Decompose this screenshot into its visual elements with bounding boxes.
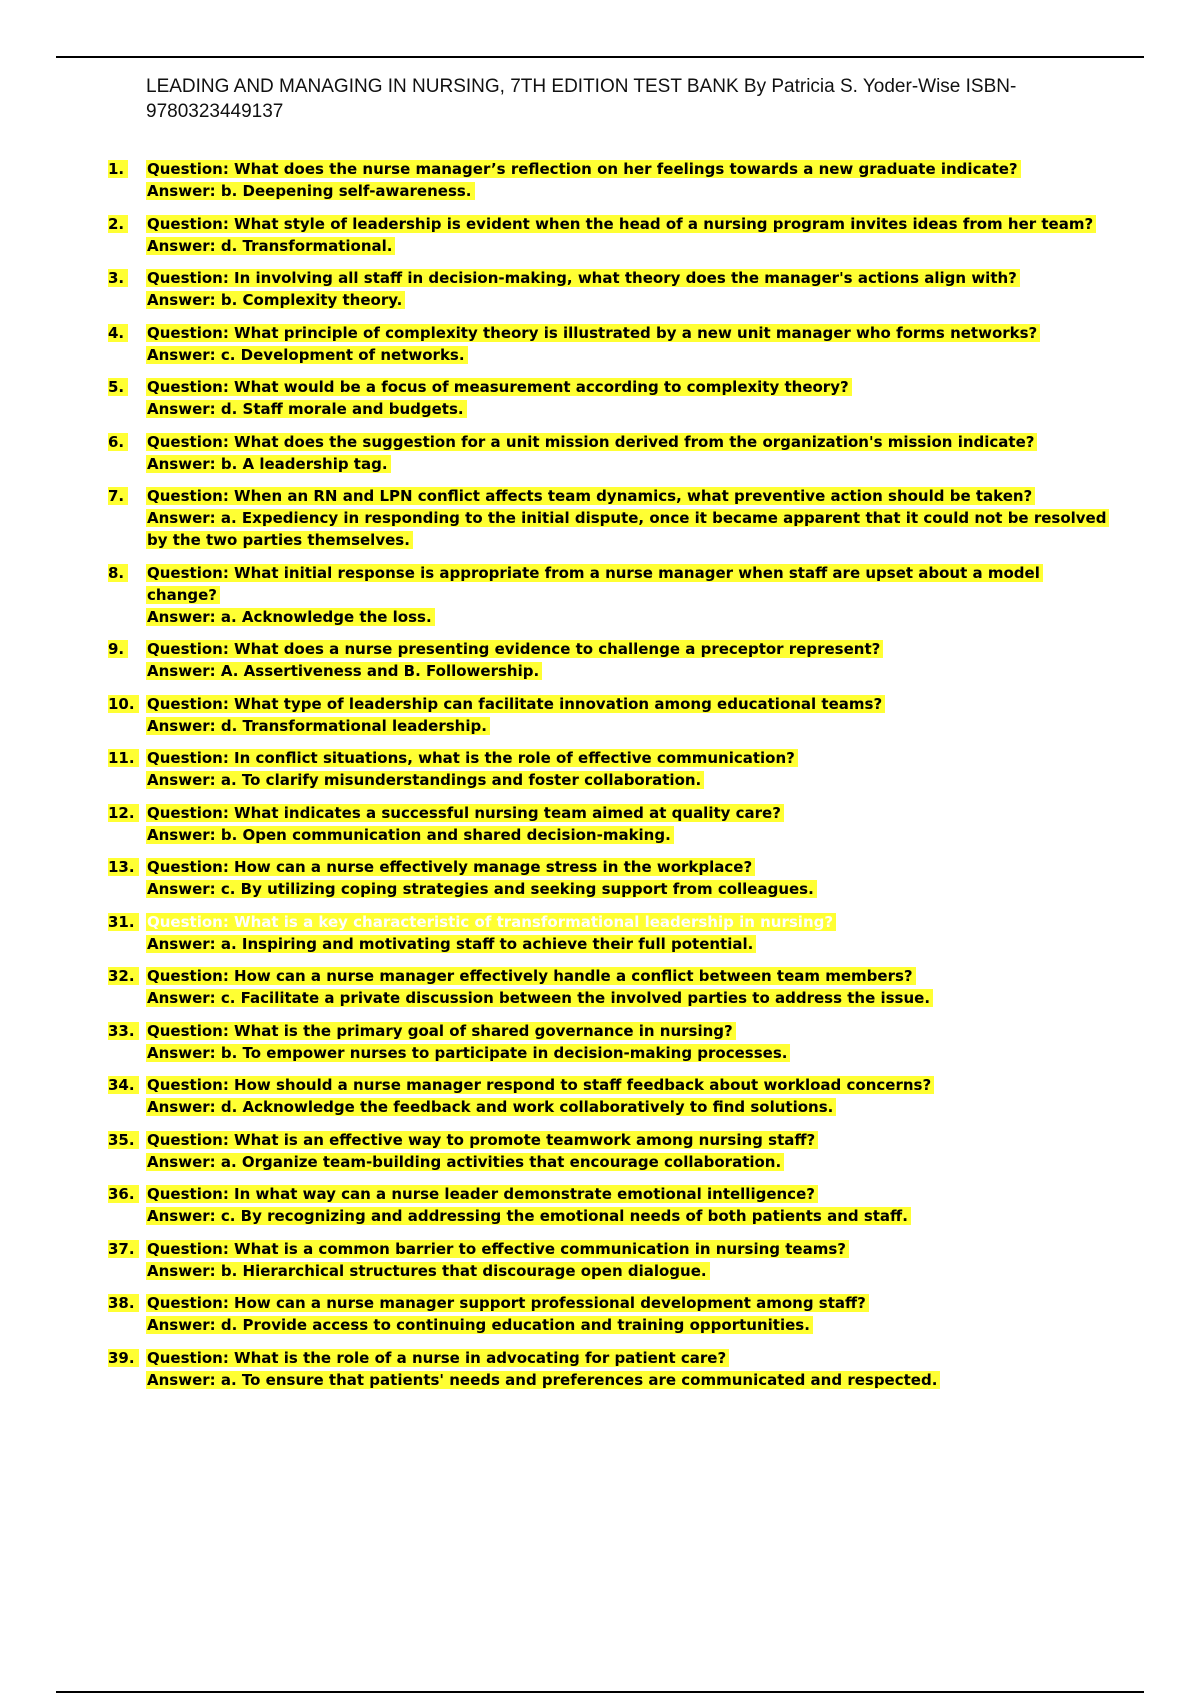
question-item bbox=[108, 802, 1108, 846]
question-number: 37. bbox=[108, 1240, 139, 1258]
question-text: Question: In what way can a nurse leader demonstrate emotional intelligence? bbox=[146, 1185, 818, 1203]
question-text: Question: What is a key characteristic of transformational leadership in nursing? bbox=[146, 913, 836, 931]
question-item bbox=[108, 1020, 1108, 1064]
question-text: Question: What is the role of a nurse in advocating for patient care? bbox=[146, 1349, 729, 1367]
question-number: 8. bbox=[108, 564, 128, 582]
answer-text: Answer: a. Organize team-building activities that encourage collaboration. bbox=[146, 1153, 784, 1171]
question-body bbox=[146, 1183, 1108, 1227]
question-number-cell bbox=[108, 1129, 146, 1151]
top-rule bbox=[56, 56, 1144, 58]
answer-text: Answer: c. Development of networks. bbox=[146, 346, 468, 364]
question-body bbox=[146, 1238, 1108, 1282]
question-number-cell bbox=[108, 158, 146, 180]
question-number: 34. bbox=[108, 1076, 139, 1094]
answer-text: Answer: c. By utilizing coping strategies and seeking support from colleagues. bbox=[146, 880, 817, 898]
question-item bbox=[108, 1238, 1108, 1282]
answer-text: Answer: d. Transformational. bbox=[146, 237, 395, 255]
answer-text: Answer: c. By recognizing and addressing the emotional needs of both patients and staff. bbox=[146, 1207, 911, 1225]
question-text: Question: What is an effective way to promote teamwork among nursing staff? bbox=[146, 1131, 818, 1149]
question-text: Question: How should a nurse manager respond to staff feedback about workload concerns? bbox=[146, 1076, 934, 1094]
answer-text: Answer: d. Acknowledge the feedback and work collaboratively to find solutions. bbox=[146, 1098, 836, 1116]
question-number-cell bbox=[108, 802, 146, 824]
question-body bbox=[146, 1129, 1108, 1173]
bottom-rule bbox=[56, 1691, 1144, 1693]
question-number: 7. bbox=[108, 487, 128, 505]
question-body bbox=[146, 322, 1108, 366]
question-text: Question: When an RN and LPN conflict affects team dynamics, what preventive action should be taken? bbox=[146, 487, 1035, 505]
question-number-cell bbox=[108, 562, 146, 584]
question-body bbox=[146, 1347, 1108, 1391]
document-header: LEADING AND MANAGING IN NURSING, 7TH EDITION TEST BANK By Patricia S. Yoder-Wise ISBN-9780323449137 bbox=[146, 76, 1017, 122]
question-number-cell bbox=[108, 1238, 146, 1260]
question-item bbox=[108, 485, 1108, 551]
question-item bbox=[108, 562, 1108, 628]
question-number-cell bbox=[108, 1292, 146, 1314]
question-item bbox=[108, 911, 1108, 955]
question-number: 9. bbox=[108, 640, 128, 658]
question-item bbox=[108, 1074, 1108, 1118]
question-item bbox=[108, 431, 1108, 475]
question-text: Question: What does the suggestion for a unit mission derived from the organization's mission indicate? bbox=[146, 433, 1037, 451]
question-body bbox=[146, 1074, 1108, 1118]
question-item bbox=[108, 376, 1108, 420]
question-number-cell bbox=[108, 693, 146, 715]
question-body bbox=[146, 485, 1108, 551]
question-number: 12. bbox=[108, 804, 139, 822]
question-list bbox=[108, 158, 1108, 1401]
question-item bbox=[108, 322, 1108, 366]
answer-text: Answer: a. Expediency in responding to the initial dispute, once it became apparent that it could not be resolved by the two parties themselves. bbox=[146, 509, 1109, 549]
question-item bbox=[108, 856, 1108, 900]
answer-text: Answer: a. Acknowledge the loss. bbox=[146, 608, 435, 626]
answer-text: Answer: d. Transformational leadership. bbox=[146, 717, 490, 735]
question-text: Question: What type of leadership can facilitate innovation among educational teams? bbox=[146, 695, 885, 713]
question-body bbox=[146, 562, 1108, 628]
question-number: 39. bbox=[108, 1349, 139, 1367]
answer-text: Answer: a. Inspiring and motivating staff to achieve their full potential. bbox=[146, 935, 756, 953]
question-number-cell bbox=[108, 376, 146, 398]
question-body bbox=[146, 267, 1108, 311]
question-body bbox=[146, 856, 1108, 900]
question-item bbox=[108, 1347, 1108, 1391]
answer-text: Answer: a. To ensure that patients' needs and preferences are communicated and respected. bbox=[146, 1371, 940, 1389]
question-text: Question: What style of leadership is evident when the head of a nursing program invites ideas from her team? bbox=[146, 215, 1096, 233]
question-text: Question: How can a nurse manager support professional development among staff? bbox=[146, 1294, 869, 1312]
answer-text: Answer: b. Deepening self-awareness. bbox=[146, 182, 475, 200]
question-body bbox=[146, 213, 1108, 257]
answer-text: Answer: A. Assertiveness and B. Followership. bbox=[146, 662, 542, 680]
question-number: 2. bbox=[108, 215, 128, 233]
question-body bbox=[146, 158, 1108, 202]
question-number: 33. bbox=[108, 1022, 139, 1040]
question-body bbox=[146, 911, 1108, 955]
question-text: Question: What would be a focus of measurement according to complexity theory? bbox=[146, 378, 852, 396]
question-item bbox=[108, 965, 1108, 1009]
question-body bbox=[146, 638, 1108, 682]
question-item bbox=[108, 638, 1108, 682]
question-text: Question: How can a nurse manager effectively handle a conflict between team members? bbox=[146, 967, 916, 985]
question-number-cell bbox=[108, 1074, 146, 1096]
question-number: 38. bbox=[108, 1294, 139, 1312]
question-text: Question: What initial response is appropriate from a nurse manager when staff are upset about a model change? bbox=[146, 564, 1043, 604]
question-number: 36. bbox=[108, 1185, 139, 1203]
question-number: 13. bbox=[108, 858, 139, 876]
question-number: 35. bbox=[108, 1131, 139, 1149]
question-text: Question: What does the nurse manager’s reflection on her feelings towards a new graduate indicate? bbox=[146, 160, 1021, 178]
question-number: 10. bbox=[108, 695, 139, 713]
question-number: 32. bbox=[108, 967, 139, 985]
question-number-cell bbox=[108, 911, 146, 933]
question-body bbox=[146, 965, 1108, 1009]
question-number: 11. bbox=[108, 749, 139, 767]
question-body bbox=[146, 1020, 1108, 1064]
question-item bbox=[108, 747, 1108, 791]
question-body bbox=[146, 431, 1108, 475]
question-item bbox=[108, 1183, 1108, 1227]
question-number: 6. bbox=[108, 433, 128, 451]
question-item bbox=[108, 1129, 1108, 1173]
question-number-cell bbox=[108, 267, 146, 289]
answer-text: Answer: b. Hierarchical structures that discourage open dialogue. bbox=[146, 1262, 710, 1280]
question-number: 31. bbox=[108, 913, 139, 931]
question-number-cell bbox=[108, 747, 146, 769]
answer-text: Answer: d. Staff morale and budgets. bbox=[146, 400, 467, 418]
question-number-cell bbox=[108, 965, 146, 987]
question-number-cell bbox=[108, 485, 146, 507]
question-body bbox=[146, 376, 1108, 420]
question-text: Question: How can a nurse effectively manage stress in the workplace? bbox=[146, 858, 755, 876]
question-text: Question: In conflict situations, what is the role of effective communication? bbox=[146, 749, 798, 767]
question-item bbox=[108, 1292, 1108, 1336]
question-number-cell bbox=[108, 1020, 146, 1042]
question-body bbox=[146, 693, 1108, 737]
question-number: 4. bbox=[108, 324, 128, 342]
answer-text: Answer: b. Open communication and shared decision-making. bbox=[146, 826, 674, 844]
question-text: Question: In involving all staff in decision-making, what theory does the manager's actions align with? bbox=[146, 269, 1020, 287]
question-item bbox=[108, 693, 1108, 737]
question-text: Question: What does a nurse presenting evidence to challenge a preceptor represent? bbox=[146, 640, 883, 658]
answer-text: Answer: b. Complexity theory. bbox=[146, 291, 405, 309]
answer-text: Answer: b. A leadership tag. bbox=[146, 455, 391, 473]
question-number-cell bbox=[108, 1347, 146, 1369]
question-body bbox=[146, 747, 1108, 791]
question-item bbox=[108, 158, 1108, 202]
question-item bbox=[108, 267, 1108, 311]
question-number-cell bbox=[108, 1183, 146, 1205]
answer-text: Answer: a. To clarify misunderstandings and foster collaboration. bbox=[146, 771, 704, 789]
question-number-cell bbox=[108, 322, 146, 344]
answer-text: Answer: d. Provide access to continuing education and training opportunities. bbox=[146, 1316, 813, 1334]
question-body bbox=[146, 802, 1108, 846]
question-number: 3. bbox=[108, 269, 128, 287]
question-text: Question: What principle of complexity theory is illustrated by a new unit manager who forms networks? bbox=[146, 324, 1040, 342]
question-number-cell bbox=[108, 213, 146, 235]
answer-text: Answer: c. Facilitate a private discussion between the involved parties to address the issue. bbox=[146, 989, 933, 1007]
question-number-cell bbox=[108, 638, 146, 660]
answer-text: Answer: b. To empower nurses to participate in decision-making processes. bbox=[146, 1044, 790, 1062]
question-body bbox=[146, 1292, 1108, 1336]
question-number-cell bbox=[108, 856, 146, 878]
question-text: Question: What is the primary goal of shared governance in nursing? bbox=[146, 1022, 736, 1040]
question-number: 1. bbox=[108, 160, 128, 178]
question-text: Question: What is a common barrier to effective communication in nursing teams? bbox=[146, 1240, 849, 1258]
question-number-cell bbox=[108, 431, 146, 453]
question-text: Question: What indicates a successful nursing team aimed at quality care? bbox=[146, 804, 784, 822]
question-number: 5. bbox=[108, 378, 128, 396]
question-item bbox=[108, 213, 1108, 257]
